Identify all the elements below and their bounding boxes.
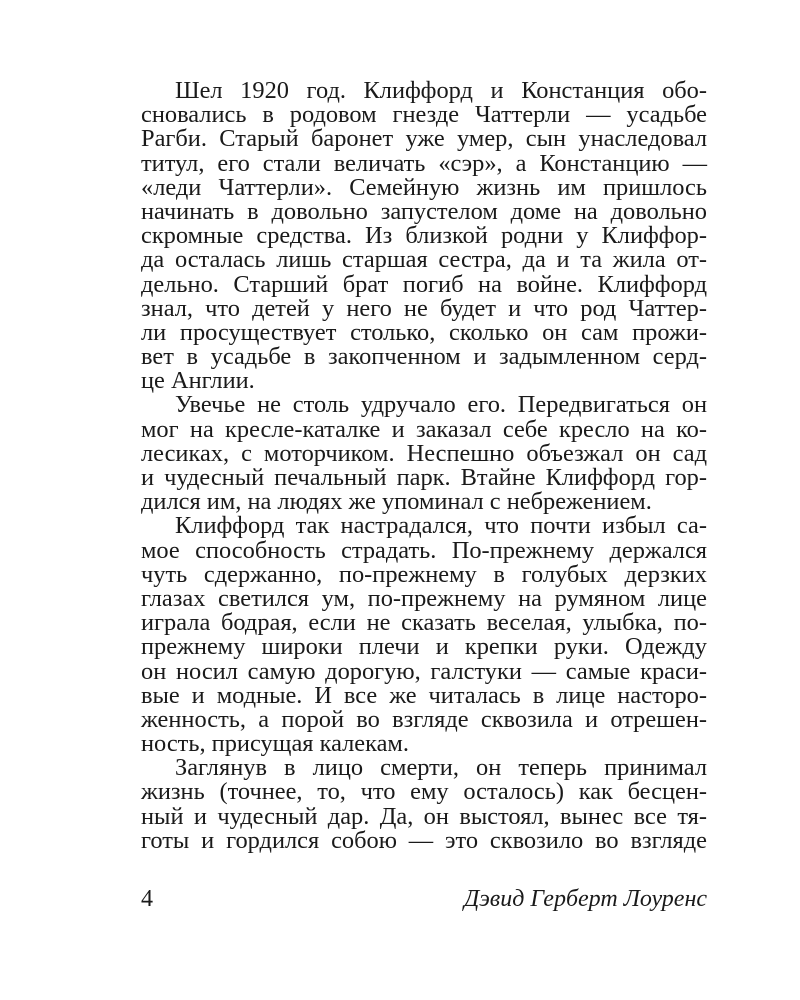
page-number: 4	[141, 886, 153, 912]
text-line: Шел 1920 год. Клиффорд и Констанция обо-	[175, 77, 707, 104]
text-line: титул, его стали величать «сэр», а Констанцию —	[141, 149, 707, 177]
text-line: вет в усадьбе в закопченном и задымленном серд-	[141, 343, 707, 371]
paragraph	[141, 514, 707, 756]
text-line: жизнь (точнее, то, что ему осталось) как бесцен-	[141, 778, 707, 806]
text-line: глазах светился ум, по-прежнему на румяном лице	[141, 584, 707, 612]
text-line: «леди Чаттерли». Семейную жизнь им пришлось	[141, 173, 707, 201]
paragraph	[141, 79, 707, 393]
text-line: це Англии.	[141, 367, 255, 395]
text-line: мог на кресле-каталке и заказал себе кресло на ко-	[141, 415, 707, 443]
text-line: лесиках, с моторчиком. Неспешно объезжал он сад	[141, 439, 707, 467]
text-line: да осталась лишь старшая сестра, да и та жила от-	[141, 246, 707, 274]
body-text	[141, 79, 707, 853]
text-line: начинать в довольно запустелом доме на довольно	[141, 197, 707, 225]
text-line: чуть сдержанно, по-прежнему в голубых дерзких	[141, 560, 707, 588]
running-footer-author: Дэвид Герберт Лоуренс	[463, 886, 707, 912]
text-line: мое способность страдать. По-прежнему держался	[141, 536, 707, 564]
text-line: готы и гордился собою — это сквозило во взгляде	[141, 826, 707, 854]
paragraph	[141, 393, 707, 514]
text-line: прежнему широки плечи и крепки руки. Одежду	[141, 633, 707, 661]
text-line: Рагби. Старый баронет уже умер, сын унаследовал	[141, 125, 707, 153]
text-line: он носил самую дорогую, галстуки — самые краси-	[141, 657, 707, 685]
text-line: знал, что детей у него не будет и что род Чаттер-	[141, 294, 707, 322]
text-line: женность, а порой во взгляде сквозила и отрешен-	[141, 705, 707, 733]
text-line: ный и чудесный дар. Да, он выстоял, вынес все тя-	[141, 802, 707, 830]
text-line: ли просуществует столько, сколько он сам прожи-	[141, 318, 707, 346]
text-line: Увечье не столь удручало его. Передвигаться он	[175, 391, 707, 419]
text-line: играла бодрая, если не сказать веселая, улыбка, по-	[141, 609, 707, 637]
text-line: дился им, на людях же упоминал с небрежением.	[141, 488, 652, 516]
text-line: сновались в родовом гнезде Чаттерли — усадьбе	[141, 101, 707, 129]
text-line: Заглянув в лицо смерти, он теперь принимал	[175, 754, 707, 782]
text-line: ность, присущая калекам.	[141, 730, 409, 758]
paragraph	[141, 756, 707, 853]
text-line: скромные средства. Из близкой родни у Клиффор-	[141, 222, 707, 250]
text-line: вые и модные. И все же читалась в лице насторо-	[141, 681, 707, 709]
text-line: дельно. Старший брат погиб на войне. Клиффорд	[141, 270, 707, 298]
text-line: Клиффорд так настрадался, что почти избыл са-	[175, 512, 707, 540]
text-line: и чудесный печальный парк. Втайне Клиффорд гор-	[141, 464, 707, 491]
